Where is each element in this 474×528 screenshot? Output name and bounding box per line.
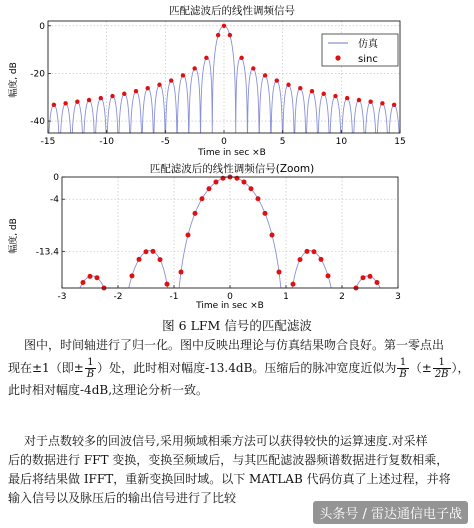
chart2-grid xyxy=(62,177,398,288)
sinc-marker-point xyxy=(333,94,337,98)
sinc-marker-point xyxy=(361,275,366,280)
sinc-marker-point xyxy=(130,273,135,278)
sinc-marker-point xyxy=(158,257,163,262)
x-tick-label: -2 xyxy=(113,292,123,302)
sinc-marker-point xyxy=(239,56,243,60)
x-tick-label: 15 xyxy=(394,137,406,147)
sinc-marker-point xyxy=(277,270,282,275)
sinc-marker-point xyxy=(326,273,331,278)
sinc-marker-point xyxy=(263,211,268,216)
x-tick-label: 5 xyxy=(279,137,286,147)
sinc-marker-point xyxy=(144,249,149,254)
sinc-marker-point xyxy=(375,280,380,285)
chart2-ylabel: 幅度, dB xyxy=(9,218,19,254)
frac3-numerator: 1 xyxy=(433,357,451,369)
sinc-marker-point xyxy=(192,66,196,70)
sinc-marker-point xyxy=(345,96,349,100)
sinc-marker-point xyxy=(270,233,275,238)
x-tick-label: -3 xyxy=(57,292,67,302)
figure-caption: 图 6 LFM 信号的匹配滤波 xyxy=(162,318,312,333)
legend-sim-label: 仿真 xyxy=(358,39,378,50)
sinc-marker-point xyxy=(214,180,219,185)
fraction-1-over-b xyxy=(85,357,96,380)
sinc-marker-point xyxy=(286,83,290,87)
para1-line2-a: 现在±1（即± xyxy=(8,361,84,375)
chart2-xlabel: Time in sec ×B xyxy=(196,301,264,311)
para1-line1: 图中，时间轴进行了归一化。图中反映出理论与仿真结果吻合良好。第一零点出 xyxy=(24,338,445,352)
sinc-marker-point xyxy=(249,186,254,191)
sinc-marker-point xyxy=(165,282,170,287)
sinc-marker-point xyxy=(75,100,79,104)
sinc-marker-point xyxy=(179,270,184,275)
para2-line4: 输入信号以及脉压后的输出信号进行了比较 xyxy=(8,491,237,505)
frac3-denominator: 2B xyxy=(434,369,449,380)
sinc-marker-point xyxy=(322,92,326,96)
sinc-marker-point xyxy=(263,73,267,77)
sinc-marker-point xyxy=(368,100,372,104)
y-tick-label: 0 xyxy=(39,21,45,32)
chart1-title: 匹配滤波后的线性调频信号 xyxy=(169,5,295,17)
paragraph-1 xyxy=(8,336,468,400)
sinc-marker-point xyxy=(193,211,198,216)
frac2-denominator: B xyxy=(399,369,407,380)
sinc-marker-point xyxy=(52,103,56,107)
y-tick-label: -40 xyxy=(30,117,45,128)
sinc-marker-point xyxy=(88,274,93,279)
watermark-badge: 头条号 / 雷达通信电子战 xyxy=(313,501,468,524)
sinc-marker-point xyxy=(319,257,324,262)
sinc-marker-point xyxy=(298,257,303,262)
y-tick-label: -4 xyxy=(50,195,59,206)
sinc-marker-point xyxy=(63,101,67,105)
para1-line2-b: ）处，此时相对幅度-13.4dB。压缩后的脉冲宽度近似为 xyxy=(97,361,397,375)
sinc-marker-point xyxy=(169,78,173,82)
x-tick-label: -10 xyxy=(99,137,115,147)
chart-full xyxy=(0,0,474,160)
para2-line3: 最后将结果做 IFFT，重新变换回时域。以下 MATLAB 代码仿真了上述过程，并将 xyxy=(8,472,451,486)
chart-zoom xyxy=(0,160,474,312)
para1-line2 xyxy=(8,355,468,381)
sinc-marker-point xyxy=(221,176,226,181)
sinc-marker-point xyxy=(310,89,314,93)
sinc-marker-point xyxy=(186,233,191,238)
sinc-marker-point xyxy=(216,33,220,37)
x-tick-label: 0 xyxy=(227,292,233,302)
para2-line1: 对于点数较多的回波信号,采用频域相乘方法可以获得较快的运算速度.对采样 xyxy=(24,434,428,448)
fraction-1-over-2b xyxy=(433,357,451,380)
sinc-marker-point xyxy=(380,101,384,105)
x-tick-label: 1 xyxy=(283,292,289,302)
y-tick-label: -13.4 xyxy=(35,247,59,258)
x-tick-label: -1 xyxy=(169,292,179,302)
chart1-legend xyxy=(322,34,398,66)
y-tick-label: -20 xyxy=(30,69,45,80)
sinc-marker-point xyxy=(298,86,302,90)
para2-line2: 后的数据进行 FFT 变换，变换至频域后，与其匹配滤波器频谱数据进行复数相乘， xyxy=(8,453,449,467)
chart2-title: 匹配滤波后的线性调频信号(Zoom) xyxy=(149,163,315,175)
x-tick-label: 0 xyxy=(221,137,227,147)
sinc-marker-point xyxy=(122,92,126,96)
legend-sinc-marker xyxy=(335,55,340,60)
x-tick-label: 10 xyxy=(335,137,348,147)
sinc-marker-point xyxy=(137,257,142,262)
sinc-marker-point xyxy=(291,282,296,287)
para1-line3: 此时相对幅度-4dB,这理论分析一致。 xyxy=(8,383,209,397)
sinc-marker-point xyxy=(207,186,212,191)
x-tick-label: -15 xyxy=(40,137,56,147)
chart1-ylabel: 幅度, dB xyxy=(9,62,19,98)
sinc-marker-point xyxy=(81,280,86,285)
frac1-numerator: 1 xyxy=(85,357,96,369)
sinc-marker-point xyxy=(146,86,150,90)
sinc-marker-point xyxy=(235,176,240,181)
legend-sinc-label: sinc xyxy=(358,54,378,65)
sinc-marker-point xyxy=(157,83,161,87)
x-tick-label: 3 xyxy=(395,292,401,302)
chart1-xlabel: Time in sec ×B xyxy=(198,148,266,158)
x-tick-label: -5 xyxy=(160,137,170,147)
frac1-denominator: B xyxy=(86,369,95,380)
sinc-marker-point xyxy=(242,180,247,185)
sinc-marker-point xyxy=(87,98,91,102)
sinc-marker-point xyxy=(312,249,317,254)
sinc-marker-point xyxy=(151,249,156,254)
sinc-marker-point xyxy=(222,24,226,28)
sinc-marker-point xyxy=(357,98,361,102)
sinc-marker-point xyxy=(305,249,310,254)
sinc-marker-point xyxy=(392,103,396,107)
sinc-marker-point xyxy=(368,274,373,279)
para1-line2-d: ）， xyxy=(451,361,470,375)
x-tick-label: 2 xyxy=(339,292,345,302)
sinc-marker-point xyxy=(275,78,279,82)
paragraph-2 xyxy=(8,432,468,508)
sinc-marker-point xyxy=(251,66,255,70)
sinc-marker-point xyxy=(204,56,208,60)
sinc-marker-point xyxy=(110,94,114,98)
y-tick-label: 0 xyxy=(53,173,59,183)
sinc-marker-point xyxy=(256,196,261,201)
frac2-numerator: 1 xyxy=(397,357,408,369)
sinc-marker-point xyxy=(99,96,103,100)
sinc-marker-point xyxy=(200,196,205,201)
sinc-marker-point xyxy=(95,275,100,280)
plot-area xyxy=(62,177,398,288)
sinc-marker-point xyxy=(228,33,232,37)
para1-line2-c: （± xyxy=(409,361,432,375)
sinc-marker-point xyxy=(134,89,138,93)
sinc-marker-point xyxy=(181,73,185,77)
fraction-1-over-b-2 xyxy=(397,357,408,380)
